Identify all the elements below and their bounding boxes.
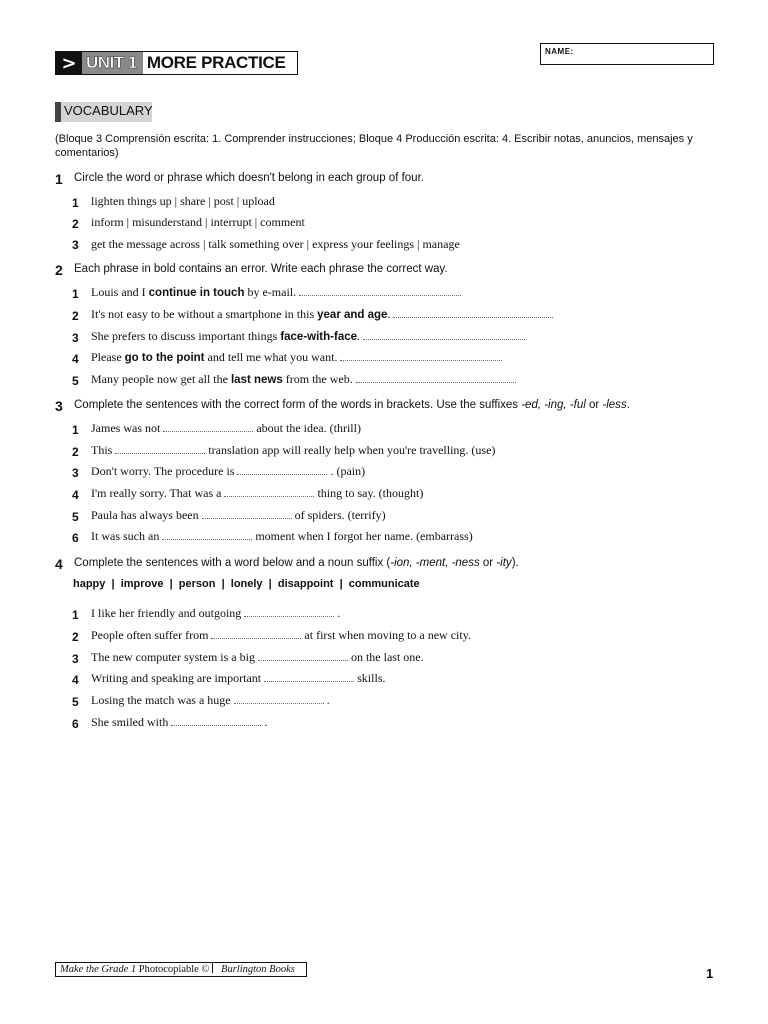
item-number: 1 [72, 287, 79, 301]
item-text: Louis and I continue in touch by e-mail. [91, 285, 464, 300]
item-number: 5 [72, 374, 79, 388]
item-number: 2 [72, 445, 79, 459]
item-number: 4 [72, 488, 79, 502]
item-text: Many people now get all the last news from the web. [91, 372, 519, 387]
item-text: Paula has always been of spiders. (terrify) [91, 508, 386, 522]
answer-blank[interactable] [202, 510, 292, 519]
name-label: NAME: [545, 47, 574, 56]
item-text: She prefers to discuss important things face-with-face. [91, 329, 528, 344]
error-phrase: face-with-face [280, 331, 357, 343]
list-item [72, 350, 338, 368]
item-number: 6 [72, 717, 79, 731]
list-item [72, 215, 305, 233]
exercise-number: 4 [55, 556, 63, 572]
error-phrase: last news [230, 374, 283, 386]
word-bank: happy | improve | person | lonely | disappoint | communicate [73, 578, 420, 590]
list-item [72, 464, 366, 482]
name-field[interactable] [540, 43, 714, 65]
item-number: 1 [72, 608, 79, 622]
exercise-number: 3 [55, 398, 63, 414]
error-phrase: continue in touch [148, 287, 245, 299]
item-number: 2 [72, 630, 79, 644]
answer-blank[interactable] [258, 652, 348, 661]
instruction-text: Complete the sentences with a word below and a noun suffix (-ion, -ment, -ness or -ity). [74, 557, 519, 569]
list-item [72, 307, 391, 325]
item-number: 4 [72, 673, 79, 687]
list-item [72, 671, 386, 689]
item-number: 1 [72, 196, 79, 210]
arrow-icon: > [56, 52, 82, 74]
item-text: The new computer system is a big on the last one. [91, 650, 424, 664]
exercise-4-instruction [55, 556, 519, 574]
answer-blank[interactable] [162, 531, 252, 540]
item-text: get the message across | talk something over | express your feelings | manage [91, 237, 460, 251]
exercise-number: 1 [55, 171, 63, 187]
item-text: Don't worry. The procedure is . (pain) [91, 464, 366, 478]
publisher-name: Burlington Books [221, 964, 295, 975]
list-item [72, 285, 297, 303]
item-text: inform | misunderstand | interrupt | comment [91, 215, 305, 229]
item-text: lighten things up | share | post | upload [91, 194, 275, 208]
list-item [72, 486, 424, 504]
answer-blank[interactable] [163, 423, 253, 432]
item-number: 2 [72, 217, 79, 231]
book-title: Make the Grade 1 [60, 964, 137, 975]
item-text: I like her friendly and outgoing . [91, 606, 341, 620]
unit-label: UNIT 1 [82, 52, 143, 74]
answer-blank[interactable] [264, 673, 354, 682]
item-text: Losing the match was a huge . [91, 693, 330, 707]
answer-blank[interactable] [393, 309, 553, 318]
item-number: 5 [72, 695, 79, 709]
list-item [72, 443, 496, 461]
curriculum-note: (Bloque 3 Comprensión escrita: 1. Comprender instrucciones; Bloque 4 Producción escrita: 4. Escribir notas, anuncios, mensajes y comentarios) [55, 133, 693, 159]
answer-blank[interactable] [356, 374, 516, 383]
item-text: It was such an moment when I forgot her name. (embarrass) [91, 529, 473, 543]
answer-blank[interactable] [244, 608, 334, 617]
list-item [72, 194, 275, 212]
answer-blank[interactable] [299, 287, 461, 296]
footer-copyright [55, 962, 307, 977]
item-text: It's not easy to be without a smartphone in this year and age. [91, 307, 556, 322]
section-heading: VOCABULARY [55, 102, 152, 122]
item-number: 1 [72, 423, 79, 437]
exercise-number: 2 [55, 262, 63, 278]
answer-blank[interactable] [237, 466, 327, 475]
answer-blank[interactable] [211, 630, 301, 639]
item-number: 3 [72, 466, 79, 480]
instruction-text: Circle the word or phrase which doesn't belong in each group of four. [74, 172, 424, 184]
item-text: Please go to the point and tell me what you want. [91, 350, 505, 365]
item-text: This translation app will really help when you're travelling. (use) [91, 443, 496, 457]
list-item [72, 421, 361, 439]
answer-blank[interactable] [224, 488, 314, 497]
list-item [72, 508, 386, 526]
item-number: 5 [72, 510, 79, 524]
error-phrase: year and age [317, 309, 388, 321]
copyright-text: Photocopiable © [136, 964, 213, 975]
item-text: I'm really sorry. That was a thing to say. (thought) [91, 486, 424, 500]
answer-blank[interactable] [363, 331, 525, 340]
item-text: People often suffer from at first when moving to a new city. [91, 628, 471, 642]
list-item [72, 715, 268, 733]
answer-blank[interactable] [234, 695, 324, 704]
instruction-text: Complete the sentences with the correct form of the words in brackets. Use the suffixes -ed, -ing, -ful or -less. [74, 399, 630, 411]
item-text: Writing and speaking are important skills. [91, 671, 386, 685]
exercise-2-instruction [55, 262, 448, 280]
answer-blank[interactable] [171, 717, 261, 726]
list-item [72, 529, 473, 547]
list-item [72, 693, 330, 711]
unit-header [55, 51, 298, 75]
error-phrase: go to the point [124, 352, 205, 364]
list-item [72, 372, 353, 390]
item-number: 3 [72, 238, 79, 252]
exercise-3-instruction [55, 398, 630, 416]
publisher-logo-icon [212, 963, 219, 973]
list-item [72, 628, 471, 646]
item-number: 4 [72, 352, 79, 366]
instruction-text: Each phrase in bold contains an error. Write each phrase the correct way. [74, 263, 448, 275]
item-number: 3 [72, 331, 79, 345]
item-number: 6 [72, 531, 79, 545]
item-number: 2 [72, 309, 79, 323]
page-number: 1 [706, 966, 714, 981]
answer-blank[interactable] [115, 445, 205, 454]
page-title: MORE PRACTICE [146, 53, 286, 72]
exercise-1-instruction [55, 171, 424, 189]
list-item [72, 606, 341, 624]
list-item [72, 236, 460, 254]
answer-blank[interactable] [340, 352, 502, 361]
item-text: James was not about the idea. (thrill) [91, 421, 361, 435]
list-item [72, 650, 424, 668]
list-item [72, 329, 360, 347]
item-text: She smiled with . [91, 715, 268, 729]
item-number: 3 [72, 652, 79, 666]
